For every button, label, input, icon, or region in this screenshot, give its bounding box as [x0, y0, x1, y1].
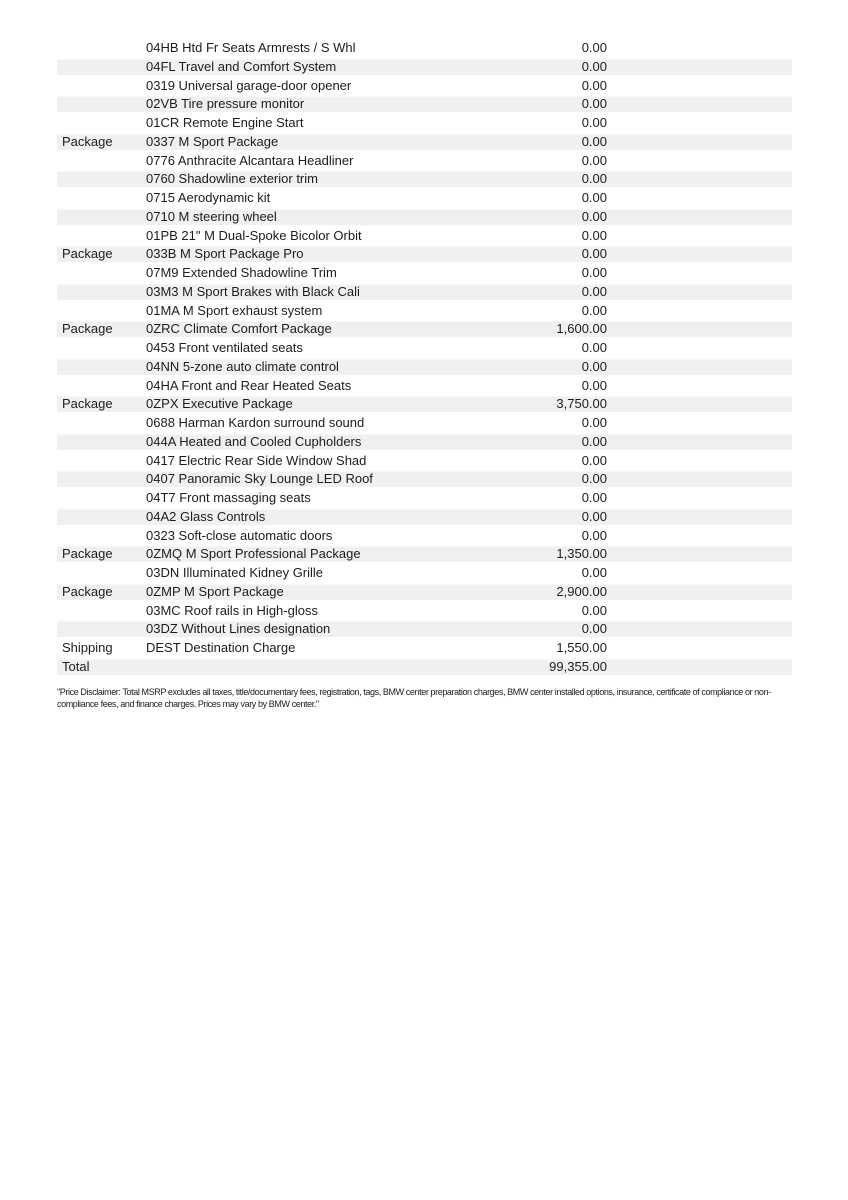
row-description: 0337 M Sport Package: [146, 133, 279, 149]
row-description: 03MC Roof rails in High-gloss: [146, 602, 318, 618]
row-price: 0.00: [581, 471, 607, 487]
table-row: [57, 395, 792, 414]
row-price: 3,750.00: [556, 396, 607, 412]
table-row: [57, 320, 792, 339]
table-row: [57, 189, 792, 208]
row-description: 01MA M Sport exhaust system: [146, 302, 323, 318]
table-row: [57, 95, 792, 114]
row-price: 0.00: [581, 565, 607, 580]
table-row: [57, 527, 792, 546]
row-description: 044A Heated and Cooled Cupholders: [146, 433, 362, 449]
table-row: [57, 489, 792, 508]
row-description: 03DN Illuminated Kidney Grille: [146, 565, 324, 580]
row-description: 0ZMQ M Sport Professional Package: [146, 546, 361, 562]
row-price: 0.00: [581, 508, 607, 524]
options-table: [57, 39, 792, 677]
table-row: [57, 245, 792, 264]
table-row: [57, 414, 792, 433]
row-description: 01CR Remote Engine Start: [146, 115, 304, 130]
table-row: [57, 583, 792, 602]
table-row: [57, 639, 792, 658]
table-row: [57, 208, 792, 227]
row-category: Total: [62, 658, 90, 674]
row-description: 0710 M steering wheel: [146, 208, 277, 224]
row-price: 0.00: [581, 415, 607, 430]
row-price: 0.00: [581, 283, 607, 299]
row-description: DEST Destination Charge: [146, 640, 296, 655]
table-row: [57, 302, 792, 321]
row-description: 0323 Soft-close automatic doors: [146, 527, 333, 543]
row-description: 02VB Tire pressure monitor: [146, 96, 305, 112]
row-description: 04HA Front and Rear Heated Seats: [146, 377, 352, 393]
row-price: 0.00: [581, 246, 607, 262]
table-row: [57, 39, 792, 58]
row-price: 0.00: [581, 171, 607, 187]
row-category: Package: [62, 546, 113, 562]
row-description: 04NN 5-zone auto climate control: [146, 358, 339, 374]
row-description: 0715 Aerodynamic kit: [146, 190, 271, 205]
row-description: 033B M Sport Package Pro: [146, 246, 304, 262]
table-row: [57, 339, 792, 358]
table-row: [57, 264, 792, 283]
row-price: 0.00: [581, 452, 607, 468]
row-price: 0.00: [581, 152, 607, 168]
table-row: [57, 227, 792, 246]
table-row: [57, 602, 792, 621]
row-description: 03M3 M Sport Brakes with Black Cali: [146, 283, 360, 299]
row-price: 2,900.00: [556, 583, 607, 599]
table-row: [57, 358, 792, 377]
row-category: Package: [62, 133, 113, 149]
row-price: 0.00: [581, 490, 607, 505]
row-price: 0.00: [581, 96, 607, 112]
row-price: 0.00: [581, 77, 607, 93]
row-price: 0.00: [581, 377, 607, 393]
row-price: 1,550.00: [556, 640, 607, 655]
row-description: 01PB 21" M Dual-Spoke Bicolor Orbit: [146, 227, 362, 243]
table-row: [57, 433, 792, 452]
row-description: 0407 Panoramic Sky Lounge LED Roof: [146, 471, 373, 487]
table-row: [57, 658, 792, 677]
row-price: 0.00: [581, 208, 607, 224]
row-category: Package: [62, 246, 113, 262]
row-price: 99,355.00: [549, 658, 607, 674]
row-description: 0ZRC Climate Comfort Package: [146, 321, 332, 337]
table-row: [57, 283, 792, 302]
table-row: [57, 452, 792, 471]
row-description: 04FL Travel and Comfort System: [146, 58, 337, 74]
row-price: 0.00: [581, 58, 607, 74]
table-row: [57, 152, 792, 171]
row-price: 0.00: [581, 227, 607, 243]
row-price: 0.00: [581, 40, 607, 55]
row-price: 1,350.00: [556, 546, 607, 562]
row-description: 0417 Electric Rear Side Window Shad: [146, 452, 367, 468]
row-price: 0.00: [581, 621, 607, 637]
row-category: Package: [62, 396, 113, 412]
table-row: [57, 620, 792, 639]
row-description: 03DZ Without Lines designation: [146, 621, 331, 637]
table-row: [57, 508, 792, 527]
row-price: 0.00: [581, 133, 607, 149]
row-description: 04HB Htd Fr Seats Armrests / S Whl: [146, 40, 356, 55]
row-description: 0760 Shadowline exterior trim: [146, 171, 318, 187]
row-description: 0ZMP M Sport Package: [146, 583, 284, 599]
row-category: Package: [62, 583, 113, 599]
table-row: [57, 77, 792, 96]
row-category: Package: [62, 321, 113, 337]
price-disclaimer: "Price Disclaimer: Total MSRP excludes all taxes, title/documentary fees, registration, tags, BMW center preparation charges, BMW center installed options, insurance, certificate of compliance or non-compliance fees, and finance charges. Prices may vary by BMW center.": [57, 687, 771, 709]
row-price: 0.00: [581, 527, 607, 543]
row-price: 0.00: [581, 358, 607, 374]
row-description: 0688 Harman Kardon surround sound: [146, 415, 365, 430]
table-row: [57, 58, 792, 77]
row-description: 0776 Anthracite Alcantara Headliner: [146, 152, 354, 168]
row-description: 0ZPX Executive Package: [146, 396, 293, 412]
row-price: 0.00: [581, 340, 607, 355]
row-price: 0.00: [581, 190, 607, 205]
table-row: [57, 377, 792, 396]
row-description: 0453 Front ventilated seats: [146, 340, 303, 355]
row-category: Shipping: [62, 640, 113, 655]
table-row: [57, 470, 792, 489]
row-price: 0.00: [581, 115, 607, 130]
row-price: 0.00: [581, 302, 607, 318]
row-description: 07M9 Extended Shadowline Trim: [146, 265, 337, 280]
row-description: 0319 Universal garage-door opener: [146, 77, 352, 93]
table-row: [57, 170, 792, 189]
row-price: 1,600.00: [556, 321, 607, 337]
table-row: [57, 545, 792, 564]
row-price: 0.00: [581, 265, 607, 280]
row-description: 04T7 Front massaging seats: [146, 490, 311, 505]
row-price: 0.00: [581, 433, 607, 449]
row-price: 0.00: [581, 602, 607, 618]
table-row: [57, 564, 792, 583]
table-row: [57, 133, 792, 152]
row-description: 04A2 Glass Controls: [146, 508, 266, 524]
table-row: [57, 114, 792, 133]
